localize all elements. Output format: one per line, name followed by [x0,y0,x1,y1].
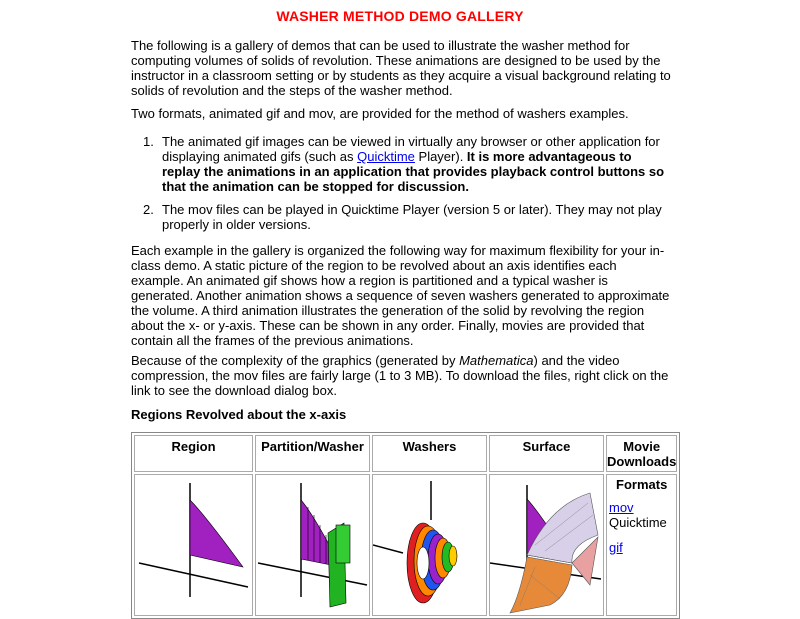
header-partition-washer: Partition/Washer [255,435,370,472]
surface-image[interactable] [490,475,603,615]
list-text: The mov files can be played in Quicktime Player (version 5 or later). They may not play properly in older versions. [162,202,662,232]
partition-cell [255,474,370,616]
intro-paragraph: The following is a gallery of demos that can be used to illustrate the washer method for computing volumes of solids of revolution. These animations are designed to be used by the instructor in a classroom setting or by students as they acquire a visual background relating to solids of revolution and the steps of the washer method. [131,38,671,98]
formats-intro-paragraph: Two formats, animated gif and mov, are provided for the method of washers examples. [131,106,629,121]
list-bold-text: It is more advantageous to replay the animations in an application that provides playback control buttons so that the animation can be stopped for discussion. [162,149,665,194]
header-movie-downloads: Movie Downloads [606,435,677,472]
section-heading: Regions Revolved about the x-axis [131,407,347,422]
list-text-before: The animated gif images can be viewed in virtually any browser or other application for displaying animated gifs (such as [162,134,660,164]
partition-washer-image[interactable] [256,475,369,615]
table-header-row [134,435,677,472]
header-region: Region [134,435,253,472]
region-image[interactable] [135,475,252,615]
gallery-table [131,432,680,619]
list-item-mov [143,202,672,232]
complexity-text-after: ) and the video compression, the mov files are fairly large (1 to 3 MB). To download the files, right click on the link to see the download dialog box. [131,353,669,398]
list-text-after: Player). [414,149,467,164]
mov-download-link[interactable]: mov [609,500,634,515]
downloads-cell [606,474,677,616]
complexity-text-before: Because of the complexity of the graphics (generated by [131,353,460,368]
quicktime-link[interactable]: Quicktime [357,149,415,164]
list-item-gif [143,134,672,194]
header-surface: Surface [489,435,604,472]
list-number: 1. [143,134,154,149]
list-number: 2. [143,202,154,217]
mathematica-italic: Mathematica [459,353,534,368]
washers-cell [372,474,487,616]
washers-image[interactable] [373,475,486,615]
complexity-paragraph [131,353,671,398]
gif-download-link[interactable]: gif [609,540,623,555]
surface-cell [489,474,604,616]
quicktime-label: Quicktime [609,515,667,530]
region-cell [134,474,253,616]
formats-heading: Formats [616,477,668,492]
table-row [134,474,677,616]
page-title: WASHER METHOD DEMO GALLERY [276,8,524,24]
header-washers: Washers [372,435,487,472]
organization-paragraph: Each example in the gallery is organized the following way for maximum flexibility for your in-class demo. A static picture of the region to be revolved about an axis identifies each example. An animated gif shows how a region is partitioned and a typical washer is generated. Another animation shows a sequence of seven washers generated to approximate the volume. A third animation illustrates the generation of the solid by revolving the region about the x- or y-axis. These can be shown in any order. Finally, movies are provided that contain all the frames of the previous animations. [131,243,670,348]
